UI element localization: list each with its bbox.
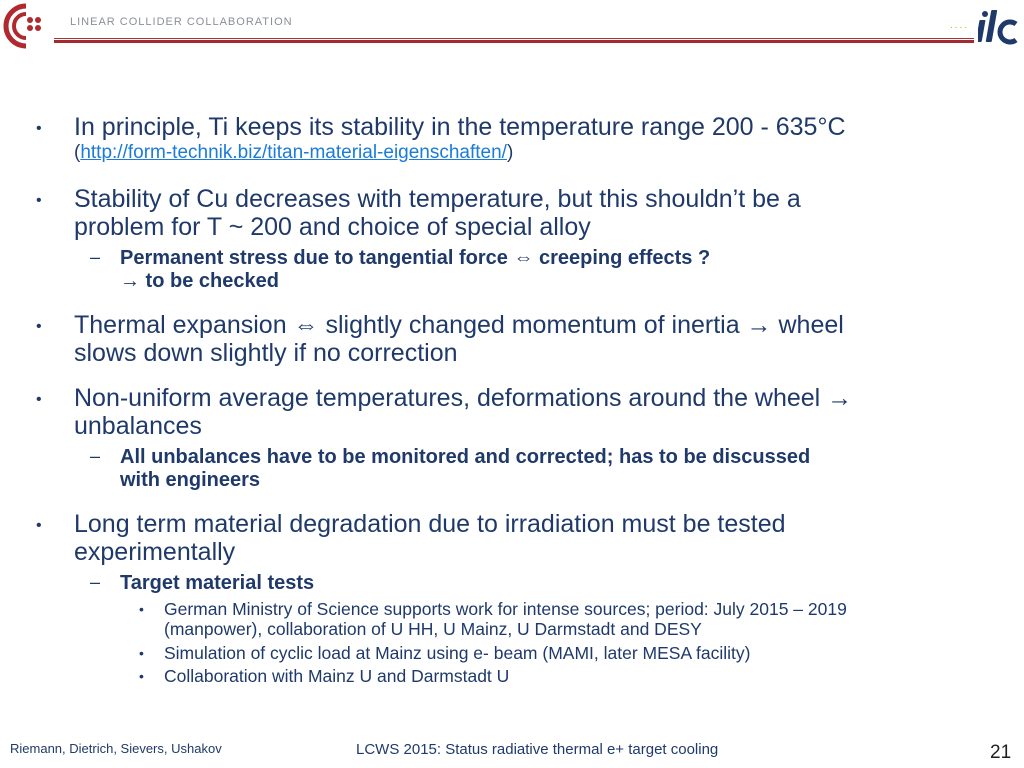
bullet-5-sub-1-item-2: Simulation of cyclic load at Mainz using e- beam (MAMI, later MESA facility) [164, 643, 751, 663]
bullet-marker: • [36, 391, 42, 408]
bullet-marker: • [36, 120, 42, 137]
dash-marker: – [90, 572, 101, 592]
bullet-5-line-1: Long term material degradation due to irradiation must be tested [74, 510, 786, 538]
bullet-marker: • [139, 601, 144, 617]
header-rule [54, 40, 974, 43]
bullet-4-sub-1-line-1: All unbalances have to be monitored and corrected; has to be discussed [120, 446, 811, 468]
bullet-5-sub-1-item-1-line-2: (manpower), collaboration of U HH, U Mainz, U Darmstadt and DESY [164, 619, 702, 639]
bullet-marker: • [36, 318, 42, 335]
bullet-5-sub-1-item-3: Collaboration with Mainz U and Darmstadt U [164, 666, 510, 686]
bullet-3-line-2: slows down slightly if no correction [74, 339, 458, 367]
header-rule-top [54, 38, 974, 39]
page-number: 21 [990, 742, 1012, 763]
bullet-5-sub-1-item-1-line-1: German Ministry of Science supports work for intense sources; period: July 2015 – 2019 [164, 599, 847, 619]
paren-open: ( [74, 142, 81, 163]
ilc-logo-icon [978, 6, 1018, 46]
ilc-dots: .... [950, 20, 970, 31]
bullet-marker: • [36, 192, 42, 209]
bullet-4-sub-1-line-2: with engineers [120, 469, 261, 491]
bullet-3-line-1: Thermal expansion ⇔ slightly changed momentum of inertia → wheel [74, 311, 844, 339]
paren-close: ) [506, 142, 514, 163]
org-name: LINEAR COLLIDER COLLABORATION [70, 16, 293, 28]
bullet-2-sub-1-line-1: Permanent stress due to tangential force ⇔ creeping effects ? [120, 247, 711, 269]
footer-authors: Riemann, Dietrich, Sievers, Ushakov [10, 741, 222, 756]
bullet-2-line-2: problem for T ~ 200 and choice of special alloy [74, 213, 591, 241]
bullet-2-sub-1-line-2: → to be checked [120, 270, 279, 292]
bullet-marker: • [139, 645, 144, 661]
lcc-logo-icon [0, 0, 52, 54]
footer-title: LCWS 2015: Status radiative thermal e+ target cooling [356, 741, 719, 758]
dash-marker: – [90, 446, 101, 466]
bullet-1-url-line [74, 142, 513, 164]
bullet-1-line-1: In principle, Ti keeps its stability in the temperature range 200 - 635°C [74, 113, 846, 141]
dash-marker: – [90, 247, 101, 267]
bullet-5-line-2: experimentally [74, 538, 236, 566]
bullet-5-sub-1: Target material tests [120, 572, 315, 594]
bullet-4-line-1: Non-uniform average temperatures, deformations around the wheel → [74, 384, 853, 412]
bullet-marker: • [139, 668, 144, 684]
bullet-2-line-1: Stability of Cu decreases with temperature, but this shouldn’t be a [74, 185, 801, 213]
titan-material-link[interactable]: http://form-technik.biz/titan-material-eigenschaften/ [80, 142, 507, 163]
bullet-marker: • [36, 517, 42, 534]
bullet-4-line-2: unbalances [74, 412, 202, 440]
